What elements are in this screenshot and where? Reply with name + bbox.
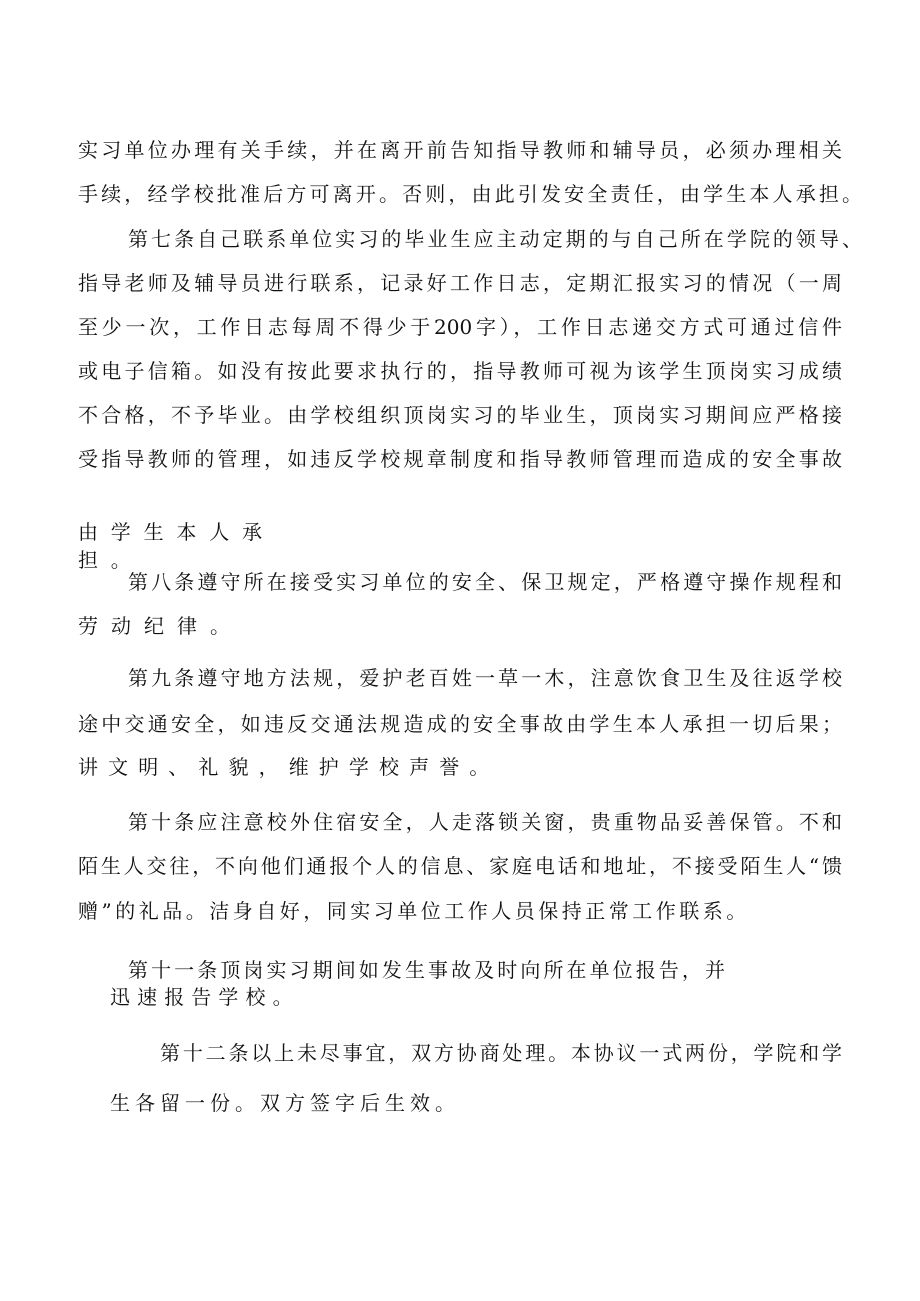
text-line: 实习单位办理有关手续，并在离开前告知指导教师和辅导员，必须办理相关 <box>78 138 842 162</box>
text-line: 由学生本人承担。 <box>78 520 275 572</box>
text-line: 受指导教师的管理，如违反学校规章制度和指导教师管理而造成的安全事故 <box>78 447 842 471</box>
text-line: 讲文明、礼貌，维护学校声誉。 <box>78 755 500 779</box>
text-line: 至少一次，工作日志每周不得少于200字），工作日志递交方式可通过信件 <box>78 315 842 339</box>
text-line: 第十条应注意校外住宿安全，人走落锁关窗，贵重物品妥善保管。不和 <box>128 810 842 834</box>
text-line: 指导老师及辅导员进行联系，记录好工作日志，定期汇报实习的情况（一周 <box>78 271 842 295</box>
text-line: 或电子信箱。如没有按此要求执行的，指导教师可视为该学生顶岗实习成绩 <box>78 359 842 383</box>
text-line: 第八条遵守所在接受实习单位的安全、保卫规定，严格遵守操作规程和 <box>128 570 842 594</box>
text-line: 赠”的礼品。洁身自好，同实习单位工作人员保持正常工作联系。 <box>78 899 750 923</box>
text-line: 不合格，不予毕业。由学校组织顶岗实习的毕业生，顶岗实习期间应严格接 <box>78 403 842 427</box>
text-line: 手续，经学校批准后方可离开。否则，由此引发安全责任，由学生本人承担。 <box>78 182 862 206</box>
text-line: 第九条遵守地方法规，爱护老百姓一草一木，注意饮食卫生及往返学校 <box>128 666 842 690</box>
text-line: 途中交通安全，如违反交通法规造成的安全事故由学生本人承担一切后果； <box>78 712 842 736</box>
text-line: 陌生人交往，不向他们通报个人的信息、家庭电话和地址，不接受陌生人“馈 <box>78 854 842 878</box>
text-line: 第十二条以上未尽事宜，双方协商处理。本协议一式两份，学院和学 <box>160 1041 842 1065</box>
text-line: 第七条自己联系单位实习的毕业生应主动定期的与自己所在学院的领导、 <box>128 227 862 251</box>
text-line: 劳动纪律。 <box>78 614 243 638</box>
text-line: 迅速报告学校。 <box>110 985 300 1009</box>
text-line: 生各留一份。双方签字后生效。 <box>110 1091 460 1115</box>
text-line: 第十一条顶岗实习期间如发生事故及时向所在单位报告，并 <box>128 958 725 982</box>
